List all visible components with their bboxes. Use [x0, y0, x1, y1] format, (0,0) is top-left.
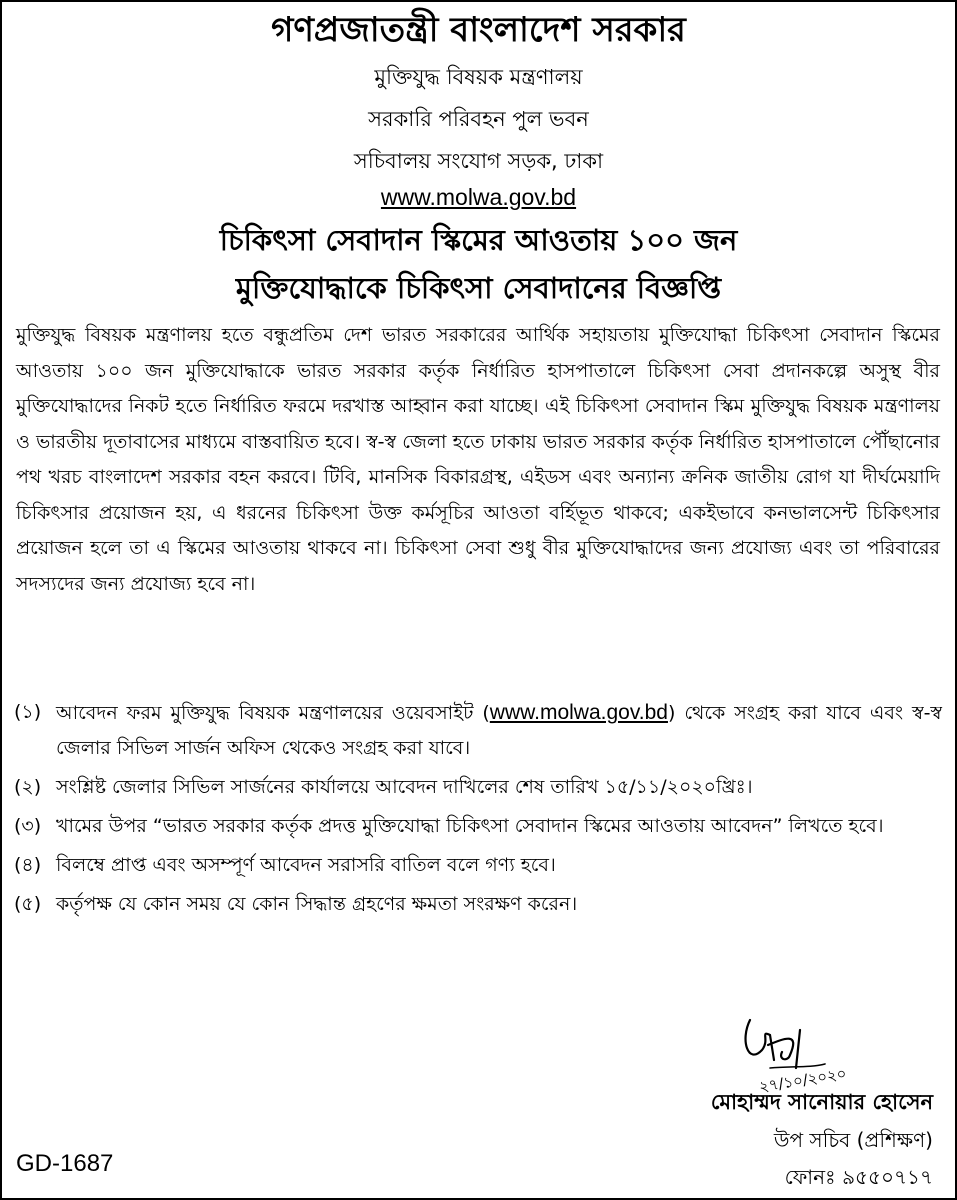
- list-item-text: [56, 695, 942, 766]
- list-item-text: বিলম্বে প্রাপ্ত এবং অসম্পূর্ণ আবেদন সরাসরি বাতিল বলে গণ্য হবে।: [56, 854, 556, 876]
- list-item: [14, 848, 942, 883]
- signer-name: মোহাম্মদ সানোয়ার হোসেন: [710, 1090, 933, 1114]
- signer-block: [711, 1083, 933, 1195]
- list-item-text: কর্তৃপক্ষ যে কোন সময় যে কোন সিদ্ধান্ত গ্রহণের ক্ষমতা সংরক্ষণ করেন।: [56, 893, 578, 915]
- list-item: [14, 887, 942, 922]
- ministry-name: মুক্তিযুদ্ধ বিষয়ক মন্ত্রণালয়: [374, 65, 583, 89]
- notice-title-line2: মুক্তিযোদ্ধাকে চিকিৎসা সেবাদানের বিজ্ঞপ্তি: [235, 271, 722, 305]
- list-item-number: (৫): [14, 893, 42, 915]
- website-link-inline[interactable]: www.molwa.gov.bd: [489, 701, 668, 724]
- list-item-number: (৪): [14, 854, 42, 876]
- notice-title-line1: চিকিৎসা সেবাদান স্কিমের আওতায় ১০০ জন: [219, 223, 738, 257]
- signer-phone: ফোনঃ ৯৫৫০৭১৭: [784, 1165, 933, 1189]
- gd-number: GD-1687: [16, 1150, 114, 1177]
- list-item: [14, 695, 942, 766]
- list-item: [14, 770, 942, 805]
- website-link[interactable]: www.molwa.gov.bd: [380, 184, 577, 210]
- list-item-text: খামের উপর “ভারত সরকার কর্তৃক প্রদত্ত মুক্তিযোদ্ধা চিকিৎসা সেবাদান স্কিমের আওতায় আবেদন” লিখতে হবে।: [56, 815, 884, 837]
- list-item-text-before: আবেদন ফরম মুক্তিযুদ্ধ বিষয়ক মন্ত্রণালয়ের ওয়েবসাইট (: [56, 702, 490, 724]
- conditions-list: [14, 695, 942, 926]
- list-item-text-after: ) থেকে সংগ্রহ করা যাবে এবং স্ব-স্ব জেলার সিভিল সার্জন অফিস থেকেও সংগ্রহ করা যাবে।: [56, 702, 942, 759]
- signature-date: ২৭/১০/২০২০: [757, 1064, 848, 1096]
- government-title: গণপ্রজাতন্ত্রী বাংলাদেশ সরকার: [271, 10, 686, 50]
- list-item-number: (১): [14, 701, 42, 723]
- list-item-text: সংশ্লিষ্ট জেলার সিভিল সার্জনের কার্যালয়ে আবেদন দাখিলের শেষ তারিখ ১৫/১১/২০২০খ্রিঃ।: [56, 776, 753, 798]
- building-name: সরকারি পরিবহন পুল ভবন: [368, 107, 589, 131]
- notice-body: মুক্তিযুদ্ধ বিষয়ক মন্ত্রণালয় হতে বন্ধুপ্রতিম দেশ ভারত সরকারের আর্থিক সহায়তায় মুক্তিযোদ্ধা চিকিৎসা সেবাদান স্কিমের আওতায় ১০০ জন মুক্তিযোদ্ধাকে ভারত সরকার কর্তৃক নির্ধারিত হাসপাতালে চিকিৎসা সেবা প্রদানকল্পে অসুস্থ বীর মুক্তিযোদ্ধাদের নিকট হতে নির্ধারিত ফরমে দরখাস্ত আহ্বান করা যাচ্ছে। এই চিকিৎসা সেবাদান স্কিম মুক্তিযুদ্ধ বিষয়ক মন্ত্রণালয় ও ভারতীয় দূতাবাসের মাধ্যমে বাস্তবায়িত হবে। স্ব-স্ব জেলা হতে ঢাকায় ভারত সরকার কর্তৃক নির্ধারিত হাসপাতালে পৌঁছানোর পথ খরচ বাংলাদেশ সরকার বহন করবে। টিবি, মানসিক বিকারগ্রস্থ, এইডস এবং অন্যান্য ক্রনিক জাতীয় রোগ যা দীর্ঘমেয়াদি চিকিৎসার প্রয়োজন হয়, এ ধরনের চিকিৎসা উক্ত কর্মসূচির আওতা বর্হিভূত থাকবে; একইভাবে কনভালসেন্ট চিকিৎসার প্রয়োজন হলে তা এ স্কিমের আওতায় থাকবে না। চিকিৎসা সেবা শুধু বীর মুক্তিযোদ্ধাদের জন্য প্রযোজ্য এবং তা পরিবারের সদস্যদের জন্য প্রযোজ্য হবে না।: [16, 324, 941, 595]
- list-item-number: (২): [14, 776, 42, 798]
- office-address: সচিবালয় সংযোগ সড়ক, ঢাকা: [353, 149, 604, 173]
- list-item: [14, 809, 942, 844]
- list-item-number: (৩): [14, 815, 42, 837]
- signer-title: উপ সচিব (প্রশিক্ষণ): [773, 1128, 933, 1152]
